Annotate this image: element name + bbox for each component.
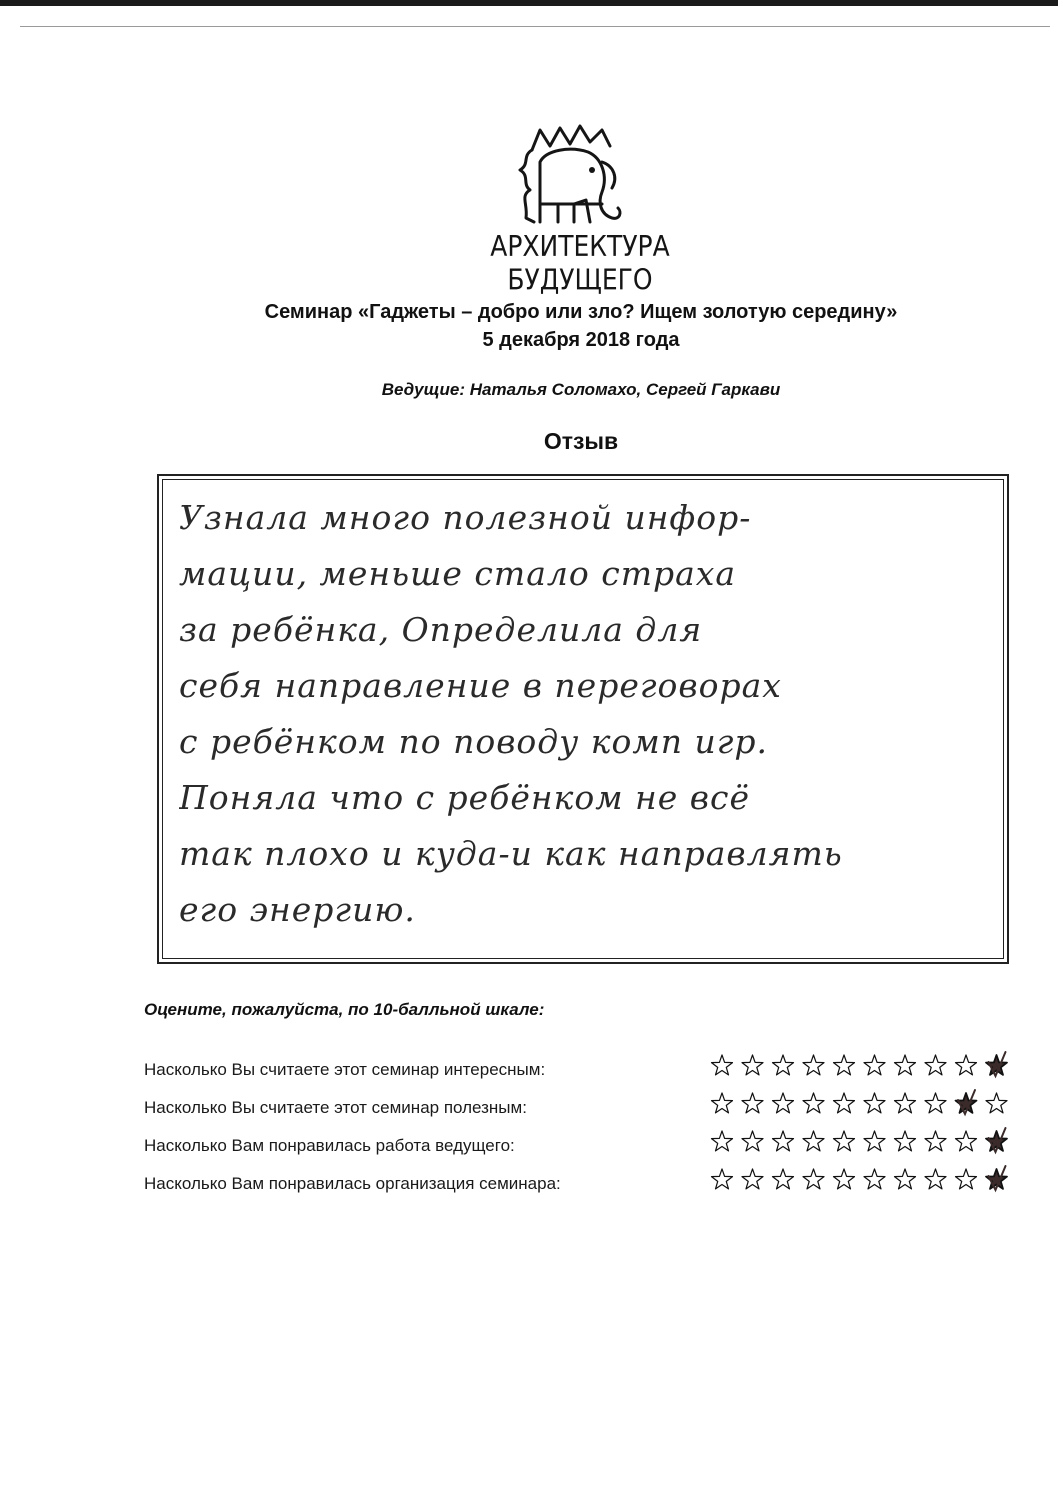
review-line: с ребёнком по поводу комп игр. bbox=[179, 722, 769, 761]
stars-svg bbox=[710, 1126, 1030, 1162]
star-icon[interactable] bbox=[803, 1169, 824, 1189]
seminar-title: Семинар «Гаджеты – добро или зло? Ищем золотую середину» bbox=[264, 301, 898, 323]
rating-row bbox=[144, 1126, 1034, 1166]
star-icon[interactable] bbox=[925, 1093, 946, 1113]
star-icon[interactable] bbox=[742, 1169, 763, 1189]
review-line: Поняла что с ребёнком не всё bbox=[179, 778, 751, 817]
star-rating[interactable] bbox=[710, 1088, 1030, 1124]
review-line: его энергию. bbox=[179, 890, 416, 929]
star-icon[interactable] bbox=[864, 1131, 885, 1151]
star-icon[interactable] bbox=[864, 1055, 885, 1075]
rating-heading: Оцените, пожалуйста, по 10-балльной шкале: bbox=[144, 1000, 545, 1019]
rating-row bbox=[144, 1050, 1034, 1090]
star-rating[interactable] bbox=[710, 1164, 1030, 1200]
review-line: себя направление в переговорах bbox=[179, 666, 782, 705]
star-icon[interactable] bbox=[895, 1131, 916, 1151]
star-icon[interactable] bbox=[742, 1055, 763, 1075]
star-icon[interactable] bbox=[834, 1131, 855, 1151]
star-rating[interactable] bbox=[710, 1126, 1030, 1162]
rating-label: Насколько Вам понравилась организация семинара: bbox=[144, 1174, 561, 1193]
star-icon[interactable] bbox=[803, 1055, 824, 1075]
scan-line bbox=[20, 26, 1050, 27]
star-icon[interactable] bbox=[895, 1093, 916, 1113]
star-icon[interactable] bbox=[773, 1131, 794, 1151]
star-icon[interactable] bbox=[895, 1055, 916, 1075]
star-icon[interactable] bbox=[895, 1169, 916, 1189]
review-text bbox=[179, 490, 999, 938]
rating-label: Насколько Вы считаете этот семинар интересным: bbox=[144, 1060, 546, 1079]
star-icon[interactable] bbox=[925, 1169, 946, 1189]
logo-text: АРХИТЕКТУРА БУДУЩЕГО bbox=[490, 229, 670, 297]
elephant-logo-icon bbox=[510, 122, 650, 232]
scan-edge bbox=[0, 0, 1058, 6]
rating-row bbox=[144, 1088, 1034, 1128]
star-icon[interactable] bbox=[742, 1131, 763, 1151]
seminar-date: 5 декабря 2018 года bbox=[482, 329, 680, 351]
star-icon[interactable] bbox=[712, 1055, 733, 1075]
star-icon[interactable] bbox=[742, 1093, 763, 1113]
star-icon[interactable] bbox=[925, 1131, 946, 1151]
review-line: Узнала много полезной инфор- bbox=[179, 498, 752, 537]
star-rating[interactable] bbox=[710, 1050, 1030, 1086]
star-icon[interactable] bbox=[956, 1169, 977, 1189]
stars-svg bbox=[710, 1164, 1030, 1200]
review-line: за ребёнка, Определила для bbox=[179, 610, 703, 649]
star-icon[interactable] bbox=[834, 1093, 855, 1113]
star-icon[interactable] bbox=[712, 1093, 733, 1113]
logo bbox=[430, 122, 730, 297]
star-icon[interactable] bbox=[864, 1093, 885, 1113]
review-line: так плохо и куда-и как направлять bbox=[179, 834, 843, 873]
review-box bbox=[157, 474, 1009, 964]
rating-label: Насколько Вы считаете этот семинар полезным: bbox=[144, 1098, 527, 1117]
star-icon[interactable] bbox=[712, 1169, 733, 1189]
review-heading: Отзыв bbox=[543, 428, 619, 454]
rating-row bbox=[144, 1164, 1034, 1204]
star-icon[interactable] bbox=[834, 1169, 855, 1189]
star-icon[interactable] bbox=[834, 1055, 855, 1075]
stars-svg bbox=[710, 1050, 1030, 1086]
star-icon[interactable] bbox=[712, 1131, 733, 1151]
rating-label: Насколько Вам понравилась работа ведущего: bbox=[144, 1136, 515, 1155]
star-icon[interactable] bbox=[803, 1093, 824, 1113]
star-icon[interactable] bbox=[956, 1131, 977, 1151]
review-line: мации, меньше стало страха bbox=[179, 554, 737, 593]
star-icon[interactable] bbox=[803, 1131, 824, 1151]
stars-svg bbox=[710, 1088, 1030, 1124]
star-icon[interactable] bbox=[773, 1169, 794, 1189]
star-icon[interactable] bbox=[925, 1055, 946, 1075]
star-icon[interactable] bbox=[773, 1055, 794, 1075]
star-icon[interactable] bbox=[986, 1093, 1007, 1113]
star-icon[interactable] bbox=[956, 1055, 977, 1075]
star-icon[interactable] bbox=[773, 1093, 794, 1113]
star-icon[interactable] bbox=[864, 1169, 885, 1189]
hosts-line: Ведущие: Наталья Соломахо, Сергей Гаркави bbox=[381, 380, 781, 399]
